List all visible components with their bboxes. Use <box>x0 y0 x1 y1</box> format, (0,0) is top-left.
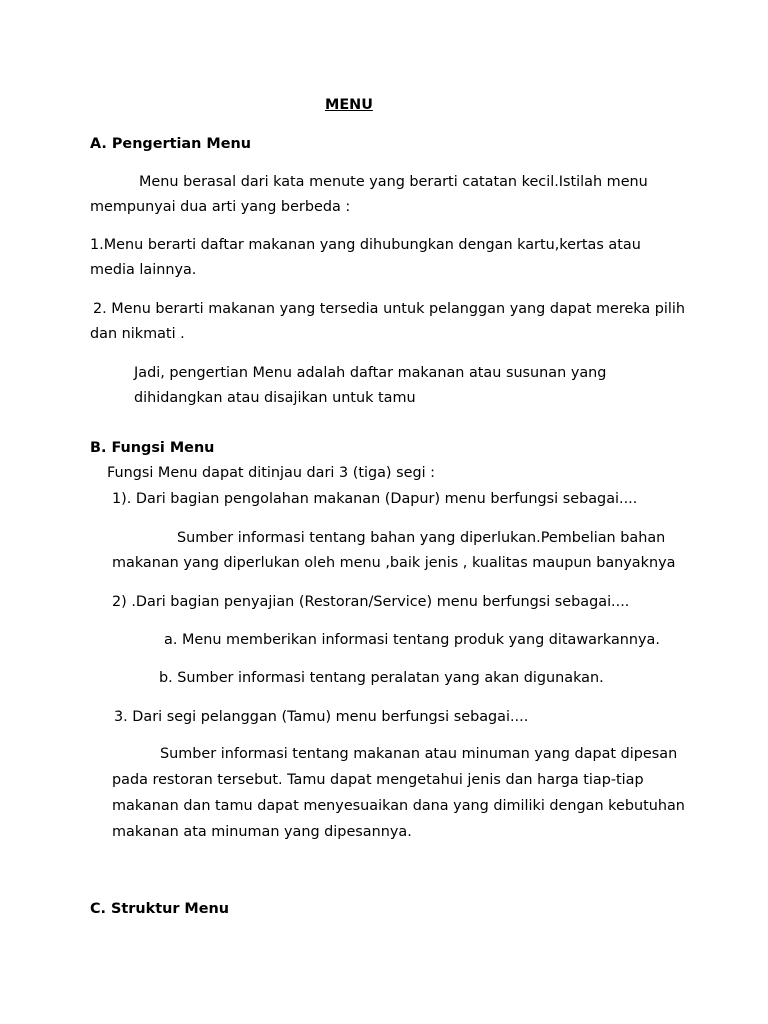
section-b-point3-desc-line3: makanan dan tamu dapat menyesuaikan dana yang dimiliki dengan kebutuhan <box>112 798 685 814</box>
section-b-point2-a: a. Menu memberikan informasi tentang produk yang ditawarkannya. <box>164 632 660 648</box>
section-a-item1-line2: media lainnya. <box>90 262 197 278</box>
section-a-heading: A. Pengertian Menu <box>90 136 251 152</box>
section-b-point2-b: b. Sumber informasi tentang peralatan yang akan digunakan. <box>159 670 604 686</box>
section-b-point1-desc-line1: Sumber informasi tentang bahan yang diperlukan.Pembelian bahan <box>177 530 666 546</box>
section-a-intro-line2: mempunyai dua arti yang berbeda : <box>90 199 351 215</box>
section-a-item1-line1: 1.Menu berarti daftar makanan yang dihubungkan dengan kartu,kertas atau <box>90 237 641 253</box>
section-a-conclusion-line1: Jadi, pengertian Menu adalah daftar makanan atau susunan yang <box>134 365 607 381</box>
section-b-point1-desc-line2: makanan yang diperlukan oleh menu ,baik jenis , kualitas maupun banyaknya <box>112 555 676 571</box>
section-b-point3-desc-line2: pada restoran tersebut. Tamu dapat mengetahui jenis dan harga tiap-tiap <box>112 772 644 788</box>
section-a-intro-line1: Menu berasal dari kata menute yang berarti catatan kecil.Istilah menu <box>139 174 648 190</box>
section-b-point1: 1). Dari bagian pengolahan makanan (Dapur) menu berfungsi sebagai.... <box>112 491 638 507</box>
section-a-conclusion-line2: dihidangkan atau disajikan untuk tamu <box>134 390 416 406</box>
section-b-intro: Fungsi Menu dapat ditinjau dari 3 (tiga) segi : <box>107 465 436 481</box>
section-b-point3-desc-line4: makanan ata minuman yang dipesannya. <box>112 824 412 840</box>
section-b-point2: 2) .Dari bagian penyajian (Restoran/Service) menu berfungsi sebagai.... <box>112 594 630 610</box>
section-b-point3-desc-line1: Sumber informasi tentang makanan atau minuman yang dapat dipesan <box>160 746 678 762</box>
section-a-item2-line2: dan nikmati . <box>90 326 185 342</box>
section-c-heading: C. Struktur Menu <box>90 901 229 917</box>
section-a-item2-line1: 2. Menu berarti makanan yang tersedia untuk pelanggan yang dapat mereka pilih <box>93 301 686 317</box>
document-title: MENU <box>325 97 373 113</box>
section-b-heading: B. Fungsi Menu <box>90 440 215 456</box>
section-b-point3: 3. Dari segi pelanggan (Tamu) menu berfungsi sebagai.... <box>114 709 529 725</box>
